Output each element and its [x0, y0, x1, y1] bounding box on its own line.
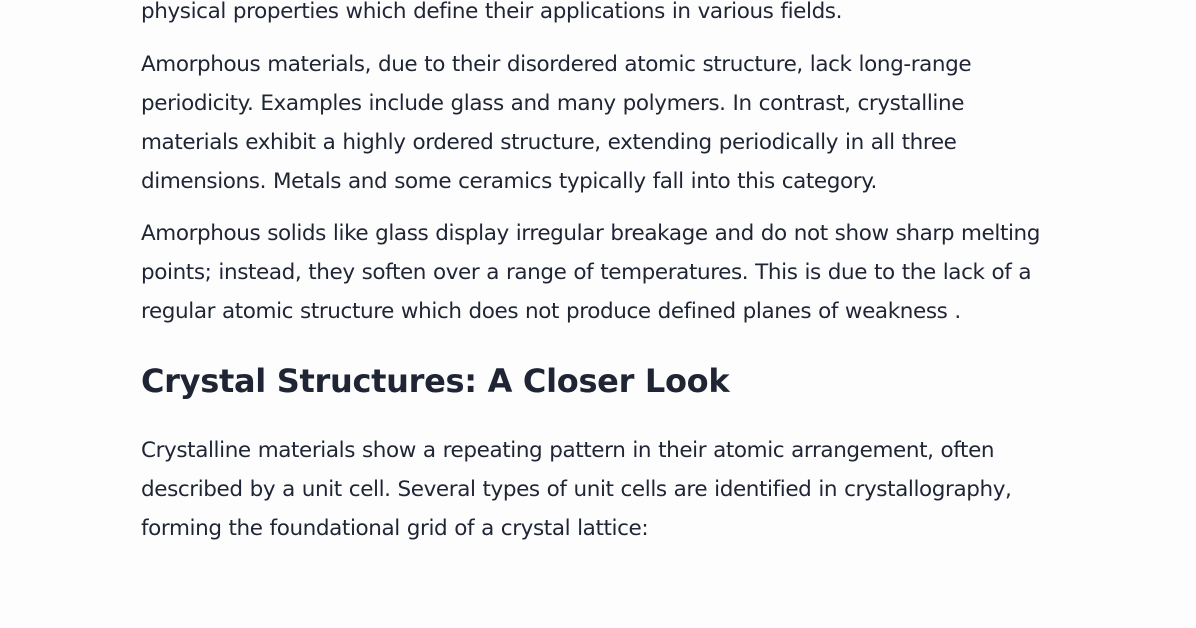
section-heading: Crystal Structures: A Closer Look [141, 362, 730, 400]
article-body [141, 0, 1061, 548]
paragraph-crystal-structures: Crystalline materials show a repeating pattern in their atomic arrangement, often described by a unit cell. Several types of unit cells are identified in crystallography, forming the foundational grid of a crystal lattice: [141, 438, 1012, 541]
paragraph-amorphous-solids: Amorphous solids like glass display irregular breakage and do not show sharp melting points; instead, they soften over a range of temperatures. This is due to the lack of a regular atomic structure which does not produce defined planes of weakness . [141, 221, 1041, 324]
paragraph-amorphous-vs-crystalline: Amorphous materials, due to their disordered atomic structure, lack long-range periodicity. Examples include glass and many polymers. In contrast, crystalline materials exhibit a highly ordered structure, extending periodically in all three dimensions. Metals and some ceramics typically fall into this category. [141, 52, 972, 194]
paragraph-properties: physical properties which define their applications in various fields. [141, 0, 843, 24]
